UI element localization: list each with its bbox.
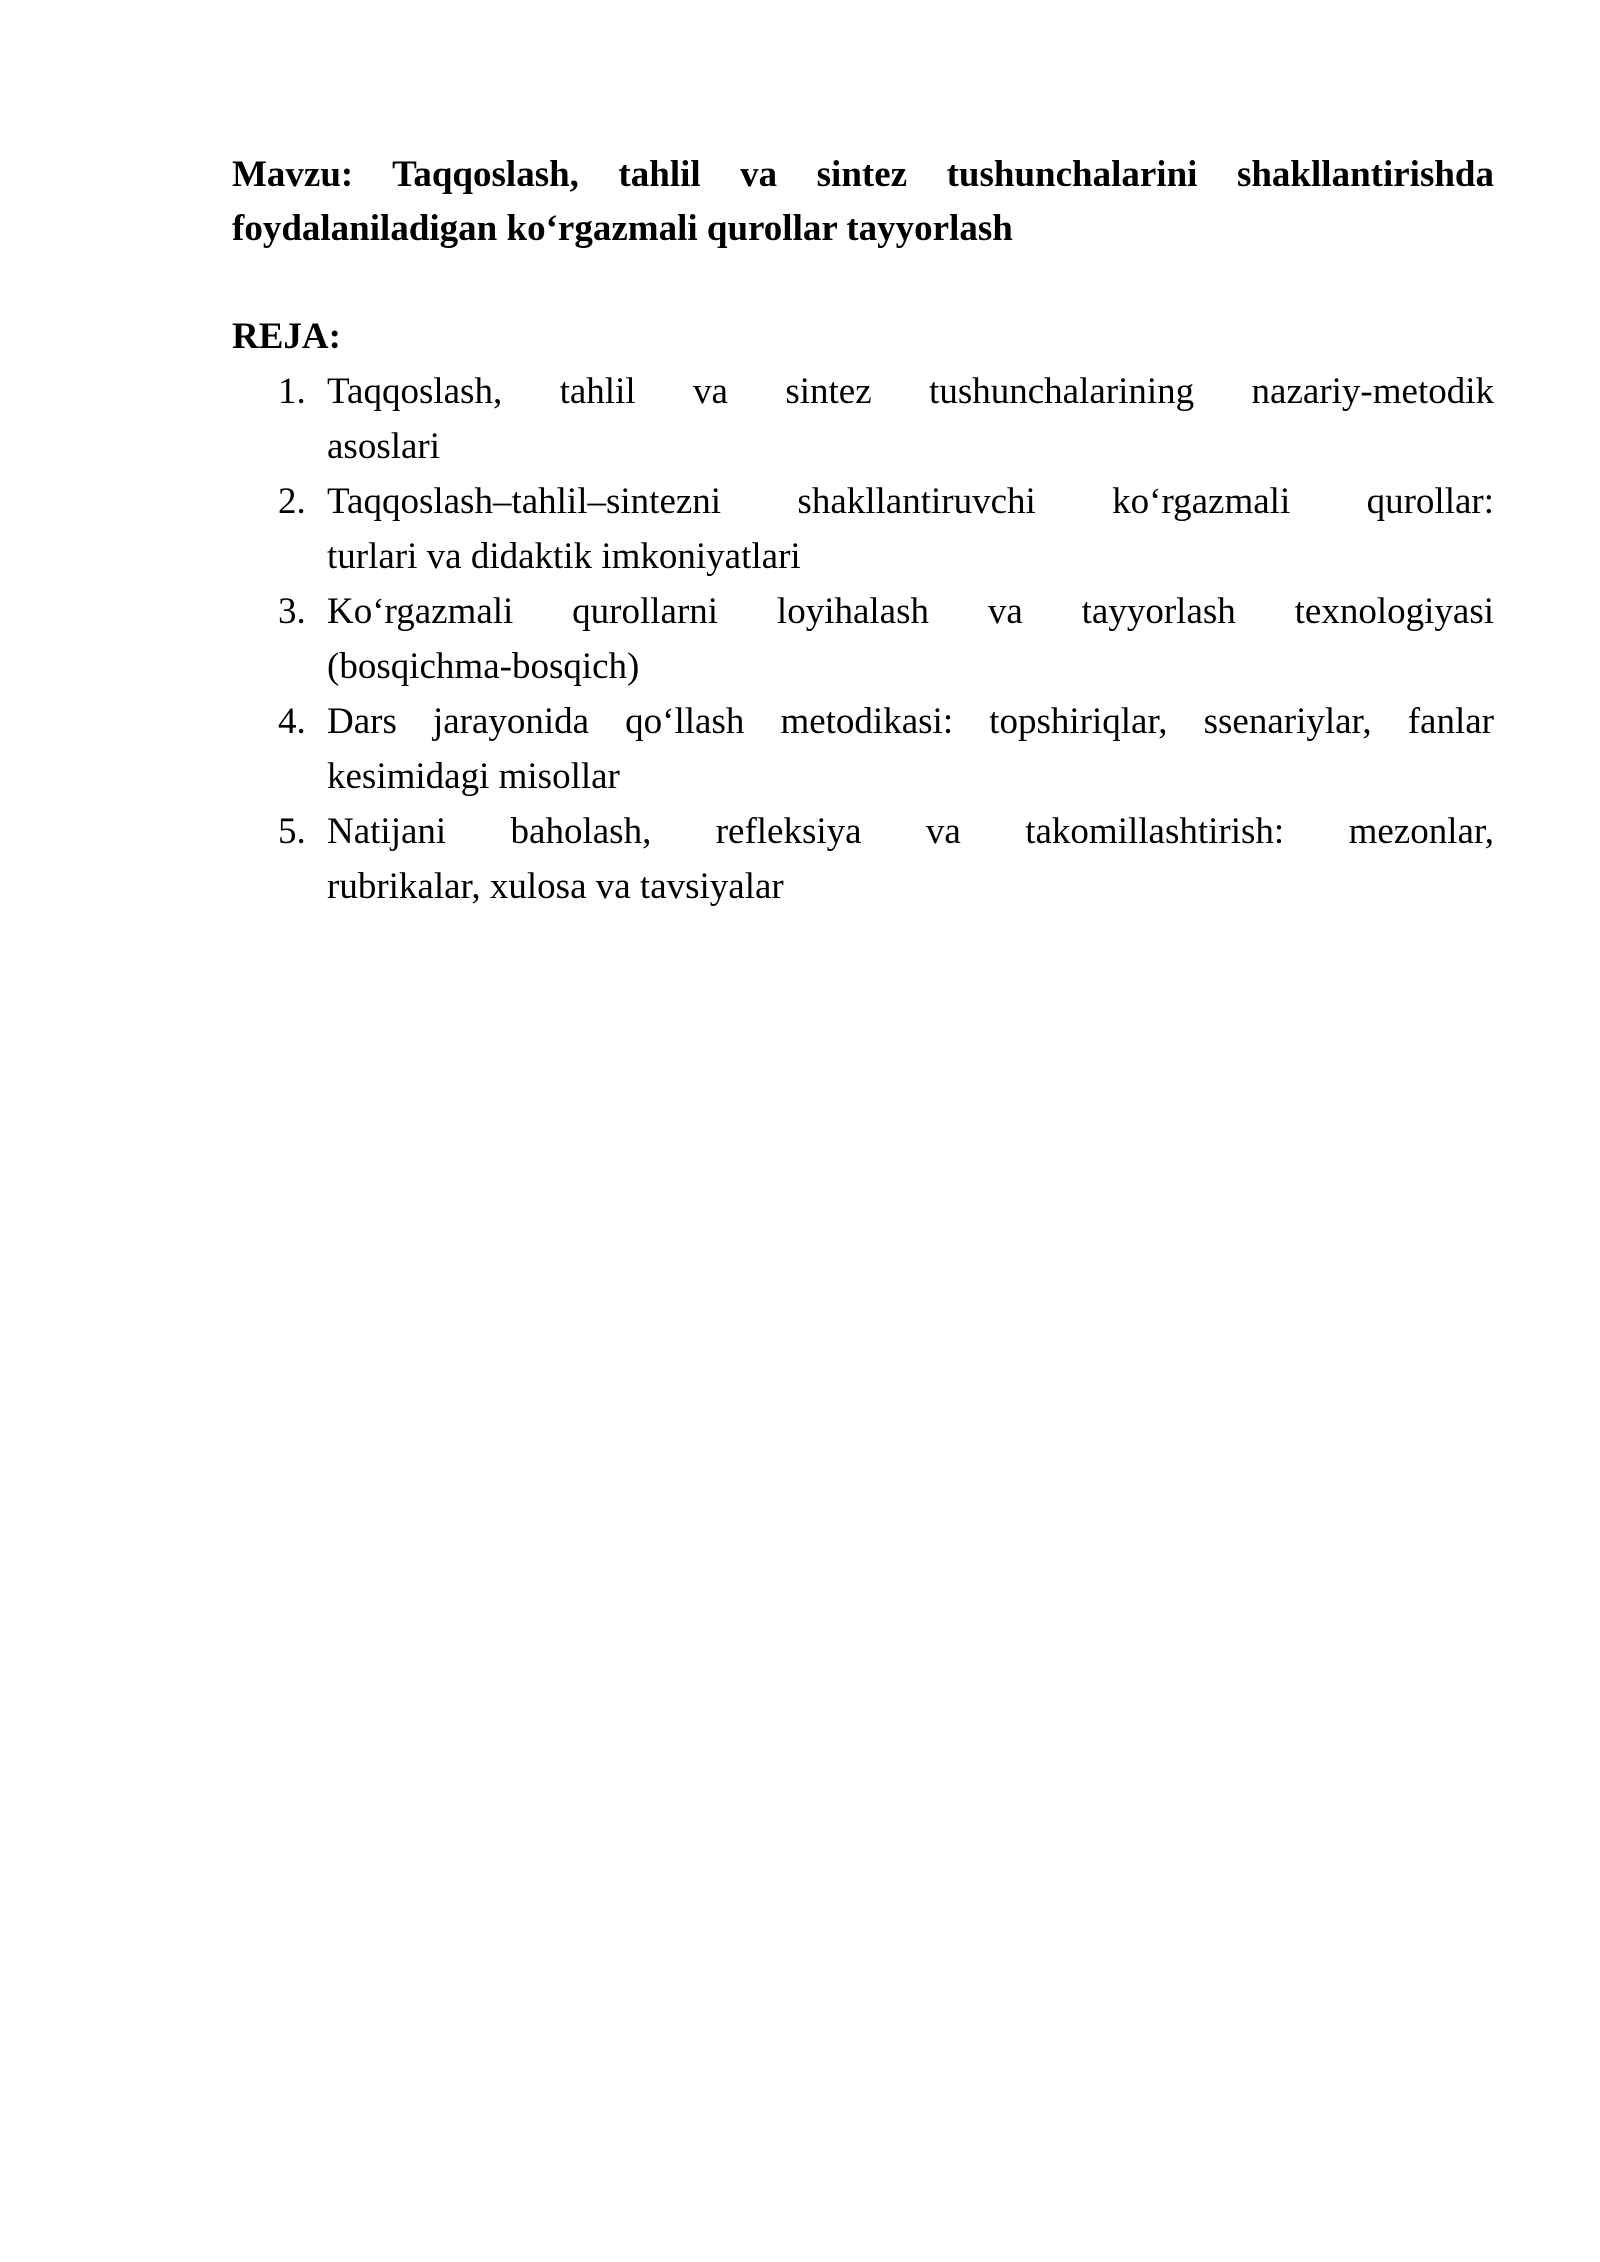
document-title-line-1: Mavzu: Taqqoslash, tahlil va sintez tushunchalarini shakllantirishda: [232, 154, 1494, 195]
plan-item-line-1: Natijani baholash, refleksiya va takomillashtirish: mezonlar,: [327, 811, 1494, 852]
document-title: [232, 148, 1494, 256]
plan-item-2: [232, 474, 1494, 584]
plan-item-number: 2.: [278, 481, 306, 522]
plan-item-text: [327, 804, 1494, 914]
plan-item-number: 5.: [278, 811, 306, 852]
document-content: [232, 148, 1494, 914]
plan-item-line-2: rubrikalar, xulosa va tavsiyalar: [327, 866, 784, 907]
plan-item-number: 3.: [278, 591, 306, 632]
plan-item-line-1: Taqqoslash–tahlil–sintezni shakllantiruvchi ko‘rgazmali qurollar:: [327, 481, 1494, 522]
plan-list: [232, 364, 1494, 914]
plan-item-line-2: asoslari: [327, 426, 441, 467]
plan-item-text: [327, 474, 1494, 584]
plan-heading: REJA:: [232, 316, 341, 357]
plan-item-text: [327, 584, 1494, 694]
plan-item-4: [232, 694, 1494, 804]
plan-item-line-2: turlari va didaktik imkoniyatlari: [327, 536, 801, 577]
plan-item-number: 1.: [278, 371, 306, 412]
plan-item-number: 4.: [278, 701, 306, 742]
plan-item-1: [232, 364, 1494, 474]
plan-item-3: [232, 584, 1494, 694]
plan-item-line-2: (bosqichma-bosqich): [327, 646, 640, 687]
plan-item-line-2: kesimidagi misollar: [327, 756, 620, 797]
plan-item-5: [232, 804, 1494, 914]
plan-item-text: [327, 364, 1494, 474]
document-title-line-2: foydalaniladigan ko‘rgazmali qurollar tayyorlash: [232, 208, 1013, 249]
plan-item-text: [327, 694, 1494, 804]
plan-item-line-1: Dars jarayonida qo‘llash metodikasi: topshiriqlar, ssenariylar, fanlar: [327, 701, 1494, 742]
plan-item-line-1: Ko‘rgazmali qurollarni loyihalash va tayyorlash texnologiyasi: [327, 591, 1494, 632]
plan-item-line-1: Taqqoslash, tahlil va sintez tushunchalarining nazariy-metodik: [327, 371, 1494, 412]
